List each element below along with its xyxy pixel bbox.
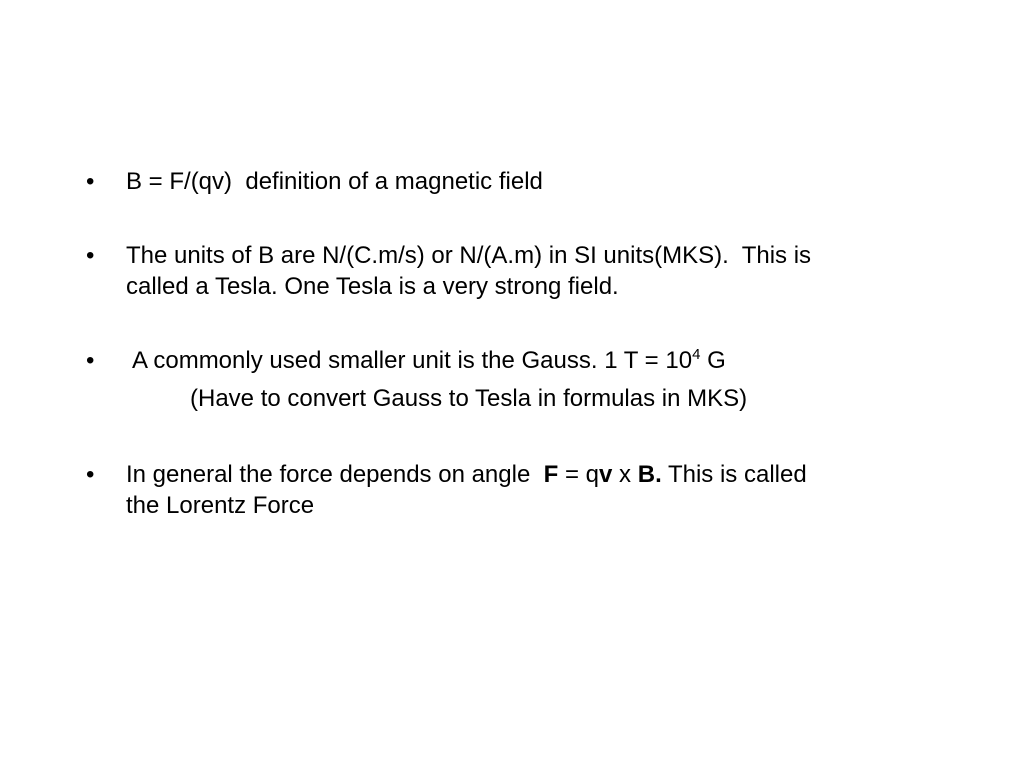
gauss-exponent: 4 [692,346,701,363]
gauss-unit: G [700,347,726,374]
bullet-text-lorentz [126,459,966,521]
units-line-2: called a Tesla. One Tesla is a very strong field. [126,273,619,300]
lorentz-part1: In general the force depends on angle [126,461,544,488]
bullet-text-units [126,240,966,302]
gauss-conversion-note: (Have to convert Gauss to Tesla in formulas in MKS) [190,385,748,412]
lorentz-bold-B: B. [637,461,662,488]
bullet-text-gauss [132,345,972,376]
bullet-dot: • [86,242,95,269]
units-line-1: The units of B are N/(C.m/s) or N/(A.m) in SI units(MKS). This is [126,242,812,269]
bullet-dot: • [86,461,95,488]
lorentz-line-1 [126,461,807,488]
bullet-dot: • [86,347,95,374]
lorentz-part4: This is called [661,461,807,488]
gauss-text: A commonly used smaller unit is the Gauss. 1 T = 10 [132,347,693,374]
lorentz-part2: = q [558,461,600,488]
lorentz-bold-F: F [543,461,559,488]
bullet-dot: • [86,168,95,195]
bullet-text-definition: B = F/(qv) definition of a magnetic field [126,168,543,195]
lorentz-line-2: the Lorentz Force [126,492,315,519]
lorentz-bold-v: v [599,461,613,488]
lorentz-part3: x [612,461,638,488]
